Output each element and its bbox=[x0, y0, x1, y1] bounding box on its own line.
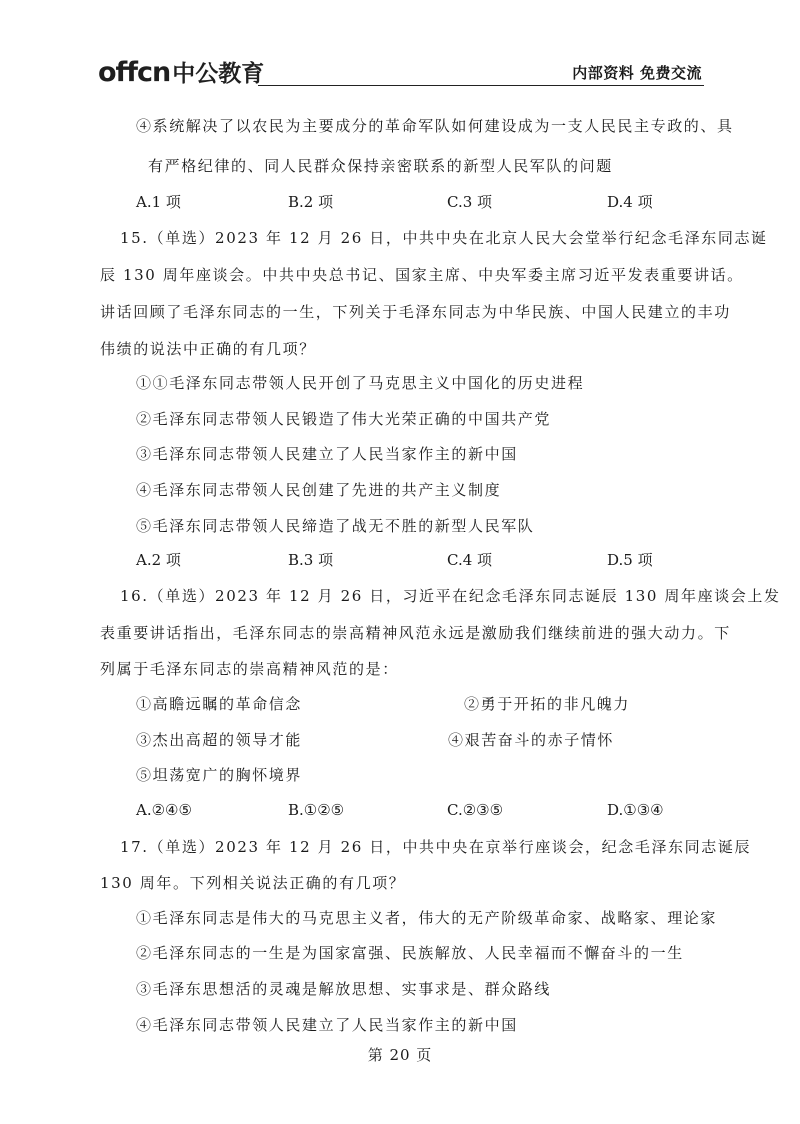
q17-stem-line-1: 17.（单选）2023 年 12 月 26 日，中共中央在京举行座谈会，纪念毛泽东同志诞辰 bbox=[120, 838, 752, 856]
header-rule bbox=[258, 85, 704, 86]
q16-item-3: ③杰出高超的领导才能 bbox=[136, 731, 303, 749]
q14-item-4-line-1: ④系统解决了以农民为主要成分的革命军队如何建设成为一支人民民主专政的、具 bbox=[136, 117, 734, 135]
q15-item-2: ②毛泽东同志带领人民锻造了伟大光荣正确的中国共产党 bbox=[136, 410, 552, 428]
q15-stem-line-3: 讲话回顾了毛泽东同志的一生，下列关于毛泽东同志为中华民族、中国人民建立的丰功 bbox=[100, 303, 731, 321]
q17-item-4: ④毛泽东同志带领人民建立了人民当家作主的新中国 bbox=[136, 1016, 518, 1034]
q17-item-3: ③毛泽东思想活的灵魂是解放思想、实事求是、群众路线 bbox=[136, 980, 552, 998]
page-header bbox=[98, 58, 704, 88]
q15-option-a[interactable]: A.2 项 bbox=[136, 551, 181, 569]
q15-stem-line-1: 15.（单选）2023 年 12 月 26 日，中共中央在北京人民大会堂举行纪念毛泽东同志诞 bbox=[120, 229, 768, 247]
q16-options bbox=[136, 800, 706, 820]
logo-mark: offcn bbox=[98, 57, 171, 88]
offcn-logo bbox=[98, 58, 264, 88]
q16-stem-line-1: 16.（单选）2023 年 12 月 26 日，习近平在纪念毛泽东同志诞辰 130 周年座谈会上发 bbox=[120, 587, 781, 605]
q16-stem-line-2: 表重要讲话指出，毛泽东同志的崇高精神风范永远是激励我们继续前进的强大动力。下 bbox=[100, 624, 731, 642]
q14-options bbox=[136, 192, 706, 212]
q15-item-1: ①①毛泽东同志带领人民开创了马克思主义中国化的历史进程 bbox=[136, 374, 585, 392]
q14-option-a[interactable]: A.1 项 bbox=[136, 193, 181, 211]
q15-option-d[interactable]: D.5 项 bbox=[607, 551, 653, 569]
page-number: 第 20 页 bbox=[367, 1046, 433, 1064]
q14-option-c[interactable]: C.3 项 bbox=[447, 193, 493, 211]
q16-option-c[interactable]: C.②③⑤ bbox=[447, 801, 504, 819]
q15-option-c[interactable]: C.4 项 bbox=[447, 551, 493, 569]
q16-option-d[interactable]: D.①③④ bbox=[607, 801, 664, 819]
q16-option-b[interactable]: B.①②⑤ bbox=[288, 801, 345, 819]
q15-stem-line-4: 伟绩的说法中正确的有几项？ bbox=[100, 340, 316, 358]
q16-item-1: ①高瞻远瞩的革命信念 bbox=[136, 695, 303, 713]
logo-chinese-name: 中公教育 bbox=[172, 61, 265, 87]
q15-item-3: ③毛泽东同志带领人民建立了人民当家作主的新中国 bbox=[136, 445, 518, 463]
q15-options bbox=[136, 550, 706, 570]
q16-stem-line-3: 列属于毛泽东同志的崇高精神风范的是： bbox=[100, 660, 399, 678]
q14-option-b[interactable]: B.2 项 bbox=[288, 193, 334, 211]
q14-option-d[interactable]: D.4 项 bbox=[607, 193, 653, 211]
q15-item-4: ④毛泽东同志带领人民创建了先进的共产主义制度 bbox=[136, 481, 502, 499]
q16-item-4: ④艰苦奋斗的赤子情怀 bbox=[448, 731, 615, 749]
q16-option-a[interactable]: A.②④⑤ bbox=[136, 801, 192, 819]
q17-item-2: ②毛泽东同志的一生是为国家富强、民族解放、人民幸福而不懈奋斗的一生 bbox=[136, 944, 684, 962]
q17-item-1: ①毛泽东同志是伟大的马克思主义者，伟大的无产阶级革命家、战略家、理论家 bbox=[136, 909, 718, 927]
header-slogan: 内部资料 免费交流 bbox=[572, 64, 702, 82]
q15-item-5: ⑤毛泽东同志带领人民缔造了战无不胜的新型人民军队 bbox=[136, 517, 535, 535]
q16-item-5: ⑤坦荡宽广的胸怀境界 bbox=[136, 766, 303, 784]
q17-stem-line-2: 130 周年。下列相关说法正确的有几项？ bbox=[100, 874, 406, 892]
q15-stem-line-2: 辰 130 周年座谈会。中共中央总书记、国家主席、中央军委主席习近平发表重要讲话。 bbox=[100, 266, 744, 284]
q16-item-2: ②勇于开拓的非凡魄力 bbox=[464, 695, 631, 713]
q14-item-4-line-2: 有严格纪律的、同人民群众保持亲密联系的新型人民军队的问题 bbox=[148, 157, 613, 175]
q15-option-b[interactable]: B.3 项 bbox=[288, 551, 334, 569]
